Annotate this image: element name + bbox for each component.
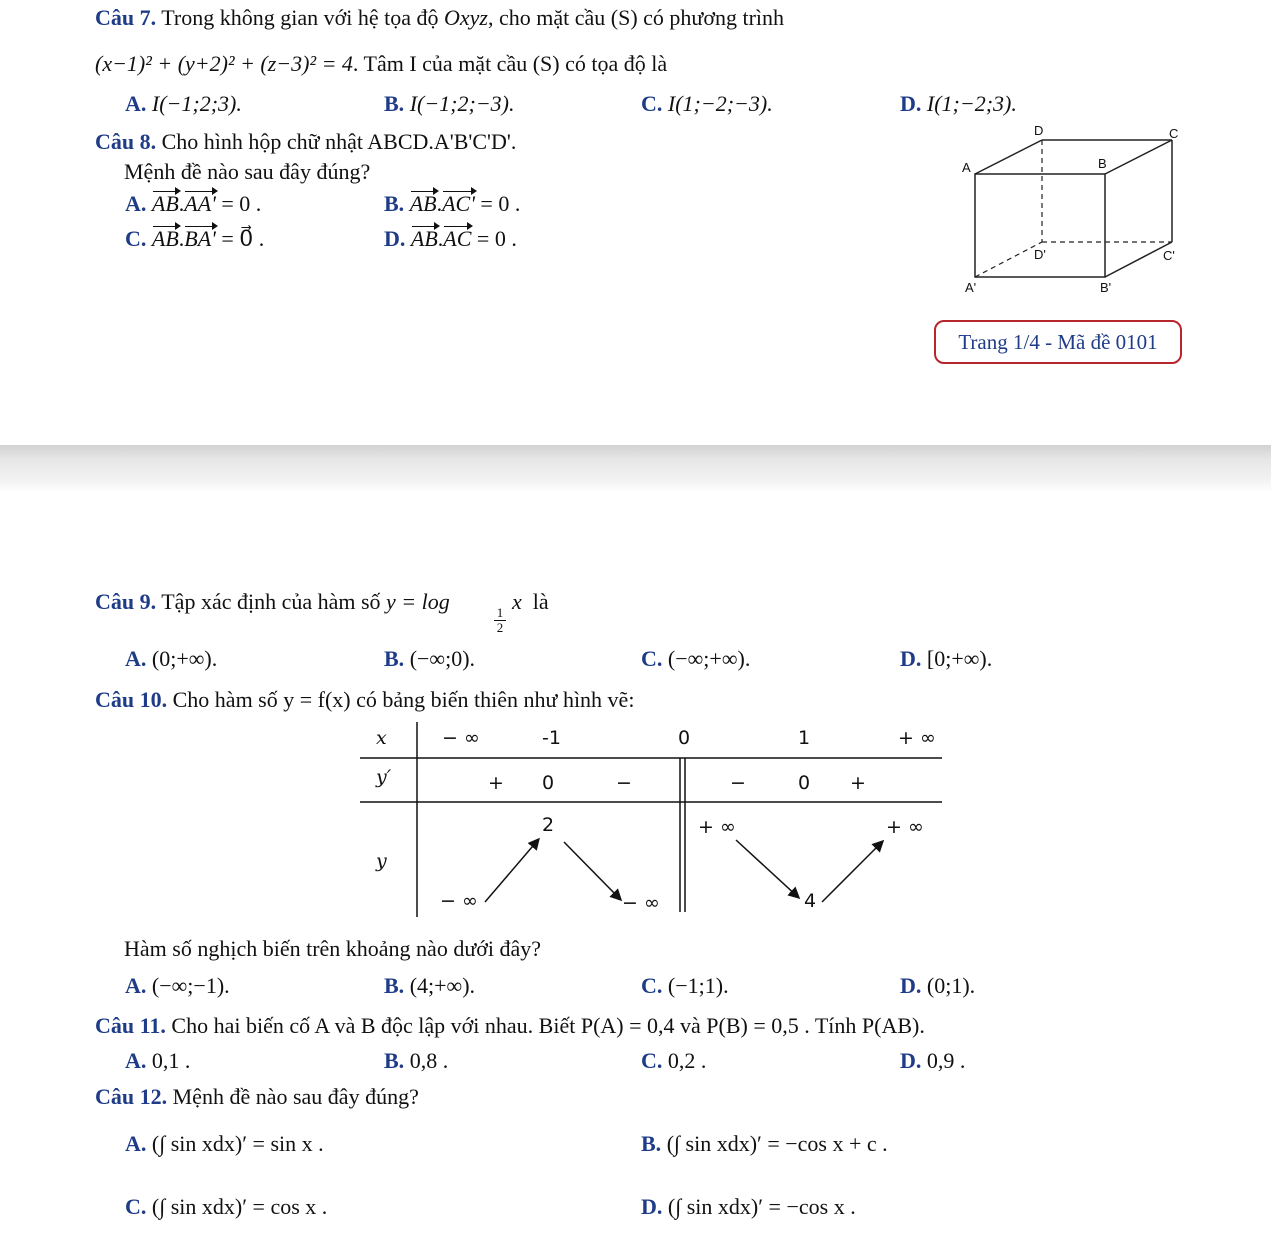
q8-b-dot: . [436,191,443,216]
q11-d-label: D. [900,1048,922,1073]
vt-yprime-label: y′ [376,766,392,788]
q7-number: Câu 7. [95,5,157,30]
vt-sign-1: 0 [542,772,555,794]
q7-b-label: B. [384,91,405,116]
cube-label-b: B [1098,156,1107,171]
q9-number: Câu 9. [95,589,157,614]
vt-y-0: − ∞ [440,890,478,912]
vt-y-1: 2 [542,814,555,836]
vt-y-2: − ∞ [622,892,660,914]
q9-option-d[interactable] [900,645,992,673]
q11-text: Cho hai biến cố A và B độc lập với nhau. Biết P(A) = 0,4 và P(B) = 0,5 . Tính P(AB). [171,1013,925,1038]
q11-option-b[interactable] [384,1047,448,1075]
q12-a-text: (∫ sin xdx)′ = sin x . [151,1131,324,1156]
q9-text: Tập xác định của hàm số [161,589,381,614]
cube-label-d1: D' [1034,247,1046,262]
q8-d-vec2: AC [443,226,472,251]
vt-sign-4: 0 [798,772,811,794]
q9-fn: y = log [386,589,450,614]
q10-option-a[interactable] [125,972,230,1000]
q10-option-b[interactable] [384,972,475,1000]
q7-line2 [95,50,667,78]
q10-d-text: (0;1). [926,973,976,998]
variation-table [360,722,950,922]
q9-a-text: (0;+∞). [151,646,218,671]
q7-option-b[interactable] [384,90,515,118]
q7-option-a[interactable] [125,90,242,118]
q11-d-text: 0,9 . [926,1048,966,1073]
q7-a-text: I(−1;2;3). [151,91,242,116]
q7-equation: (x−1)² + (y+2)² + (z−3)² = 4 [95,51,353,76]
q8-c-vec2: BA' [184,226,216,251]
q12-a-label: A. [125,1131,147,1156]
q10-text: Cho hàm số y = f(x) có bảng biến thiên như hình vẽ: [172,687,635,712]
q10-b-label: B. [384,973,405,998]
q11-line1 [95,1012,925,1040]
vt-x-2: 0 [678,727,691,749]
vt-y-5: + ∞ [886,816,924,838]
cube-label-c1: C' [1163,248,1175,263]
cube-label-c: C [1169,126,1179,141]
q9-d-label: D. [900,646,922,671]
vt-sign-0: + [488,772,504,794]
q11-option-a[interactable] [125,1047,190,1075]
q8-a-vec1: AB [151,191,179,216]
q7-b-text: I(−1;2;−3). [409,91,515,116]
q12-option-b[interactable] [641,1130,888,1158]
q9-c-label: C. [641,646,663,671]
vt-y-3: + ∞ [698,816,736,838]
q10-option-d[interactable] [900,972,975,1000]
vt-x-4: + ∞ [898,727,936,749]
vt-x-label: x [376,727,387,749]
q10-c-text: (−1;1). [667,973,729,998]
q7-option-c[interactable] [641,90,773,118]
q8-b-rhs: = 0 . [480,191,521,216]
q9-la: là [532,589,549,614]
q10-a-label: A. [125,973,147,998]
q11-b-text: 0,8 . [409,1048,449,1073]
cube-label-a1: A' [965,280,977,295]
q8-option-a[interactable] [125,190,261,218]
q9-base-num: 1 [496,605,504,620]
q12-option-a[interactable] [125,1130,324,1158]
vt-sign-2: − [616,772,632,794]
q12-c-text: (∫ sin xdx)′ = cos x . [151,1194,328,1219]
q9-base [493,606,507,634]
q8-option-b[interactable] [384,190,520,218]
q8-b-vec2: AC' [442,191,475,216]
q11-a-label: A. [125,1048,147,1073]
q12-c-label: C. [125,1194,147,1219]
q8-a-label: A. [125,191,147,216]
vt-x-0: − ∞ [442,727,480,749]
q7-c-label: C. [641,91,663,116]
q8-a-dot: . [178,191,185,216]
cuboid-figure [960,122,1190,302]
arrow-down-2 [736,840,798,897]
q12-option-d[interactable] [641,1193,856,1221]
q12-text: Mệnh đề nào sau đây đúng? [172,1084,419,1109]
q10-line1 [95,686,634,714]
q9-line1 [95,588,450,616]
q9-base-den: 2 [496,620,504,635]
q10-d-label: D. [900,973,922,998]
q11-b-label: B. [384,1048,405,1073]
q12-line1 [95,1083,419,1111]
page-footer-badge: Trang 1/4 - Mã đề 0101 [934,320,1182,364]
q11-option-d[interactable] [900,1047,965,1075]
q9-c-text: (−∞;+∞). [667,646,751,671]
q7-oxyz: Oxyz [444,5,488,30]
q8-text: Cho hình hộp chữ nhật ABCD.A'B'C'D'. [161,129,517,154]
q8-prompt: Mệnh đề nào sau đây đúng? [124,159,371,184]
q7-a-label: A. [125,91,147,116]
cube-edge-b1c1 [1105,242,1172,277]
cube-edge-ad [975,140,1042,174]
q9-var: x [512,589,522,614]
q7-d-label: D. [900,91,922,116]
q9-b-label: B. [384,646,405,671]
q9-a-label: A. [125,646,147,671]
q12-number: Câu 12. [95,1084,168,1109]
q8-d-rhs: = 0 . [476,226,517,251]
arrow-up-1 [485,840,538,902]
cube-label-b1: B' [1100,280,1112,295]
q8-c-rhs: = 0⃗ . [221,226,265,251]
q7-d-text: I(1;−2;3). [926,91,1017,116]
q11-a-text: 0,1 . [151,1048,191,1073]
q12-b-text: (∫ sin xdx)′ = −cos x + c . [666,1131,888,1156]
q12-d-text: (∫ sin xdx)′ = −cos x . [667,1194,856,1219]
q10-prompt: Hàm số nghịch biến trên khoảng nào dưới đây? [124,936,542,961]
q8-b-label: B. [384,191,405,216]
q8-option-c[interactable] [125,225,264,253]
q8-line1 [95,128,516,156]
q9-option-c[interactable] [641,645,750,673]
q8-a-rhs: = 0 . [221,191,262,216]
q8-number: Câu 8. [95,129,157,154]
q9-tail [512,588,549,616]
vt-y-4: 4 [804,890,817,912]
cube-edge-a1d1-hidden [975,242,1042,277]
vt-sign-3: − [730,772,746,794]
q7-line1 [95,4,1185,32]
q8-c-dot: . [178,226,185,251]
q8-option-d[interactable] [384,225,517,253]
page-separator [0,445,1271,493]
vt-x-3: 1 [798,727,811,749]
cube-label-d: D [1034,123,1044,138]
q11-option-c[interactable] [641,1047,706,1075]
q9-b-text: (−∞;0). [409,646,476,671]
q12-option-c[interactable] [125,1193,327,1221]
q8-b-vec1: AB [409,191,437,216]
q8-d-label: D. [384,226,406,251]
q8-a-vec2: AA' [184,191,216,216]
vt-x-1: -1 [542,727,561,749]
q11-c-label: C. [641,1048,663,1073]
q7-text1: Trong không gian với hệ tọa độ [161,5,439,30]
q9-option-a[interactable] [125,645,217,673]
q11-number: Câu 11. [95,1013,166,1038]
q9-d-text: [0;+∞). [926,646,993,671]
q7-text3: . Tâm I của mặt cầu (S) có tọa độ là [352,51,668,76]
arrow-up-2 [822,842,882,902]
q10-c-label: C. [641,973,663,998]
q8-c-vec1: AB [151,226,179,251]
q10-option-c[interactable] [641,972,729,1000]
q10-a-text: (−∞;−1). [151,973,230,998]
q7-c-text: I(1;−2;−3). [667,91,773,116]
q7-text2: , cho mặt cầu (S) có phương trình [487,5,785,30]
q10-b-text: (4;+∞). [409,973,476,998]
q7-option-d[interactable] [900,90,1017,118]
arrow-down-1 [564,842,620,899]
q8-d-dot: . [437,226,444,251]
q10-number: Câu 10. [95,687,168,712]
q12-d-label: D. [641,1194,663,1219]
q9-option-b[interactable] [384,645,475,673]
q12-b-label: B. [641,1131,662,1156]
cube-edge-bc [1105,140,1172,174]
vt-sign-5: + [850,772,866,794]
q8-c-label: C. [125,226,147,251]
vt-y-label: y [376,850,387,872]
cube-label-a: A [962,160,971,175]
q8-d-vec1: AB [410,226,438,251]
q11-c-text: 0,2 . [667,1048,707,1073]
